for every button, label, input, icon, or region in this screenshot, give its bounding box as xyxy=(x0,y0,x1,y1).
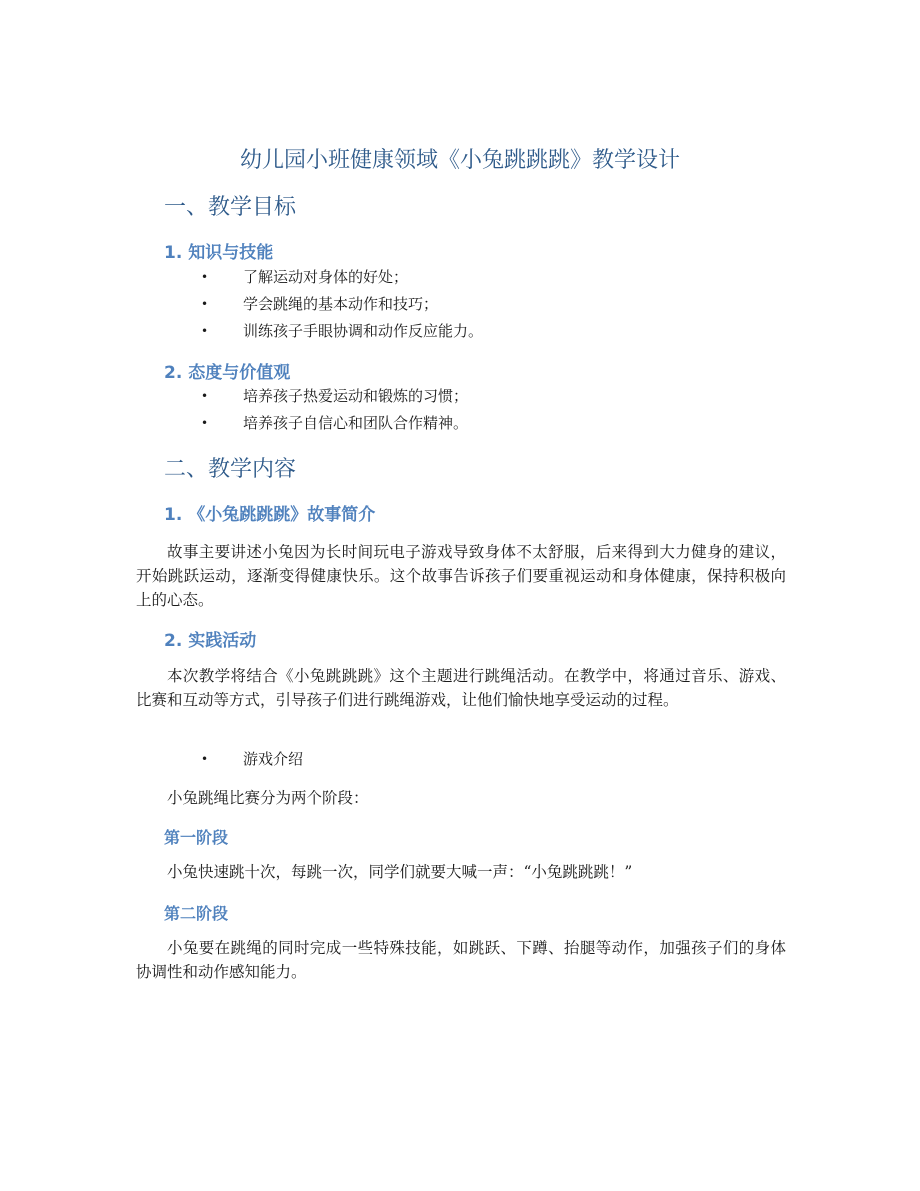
stage1-text: 小兔快速跳十次，每跳一次，同学们就要大喊一声：“小兔跳跳跳！” xyxy=(167,863,633,881)
document-title: 幼儿园小班健康领域《小兔跳跳跳》教学设计 xyxy=(239,148,680,173)
list-item-text: 培养孩子热爱运动和锻炼的习惯； xyxy=(243,387,469,405)
list-item-text: 游戏介绍 xyxy=(243,750,304,768)
section-heading-goals: 一、教学目标 xyxy=(164,195,297,220)
section-heading-content: 二、教学内容 xyxy=(164,457,297,482)
subheading-practice: 2. 实践活动 xyxy=(164,631,257,651)
bullet-icon: • xyxy=(201,752,209,766)
story-paragraph: 故事主要讲述小兔因为长时间玩电子游戏导致身体不太舒服，后来得到大力健身的建议，开始跳跃运动，逐渐变得健康快乐。这个故事告诉孩子们要重视运动和身体健康，保持积极向上的心态。 xyxy=(136,543,786,609)
practice-paragraph: 本次教学将结合《小兔跳跳跳》这个主题进行跳绳活动。在教学中，将通过音乐、游戏、比赛和互动等方式，引导孩子们进行跳绳游戏，让他们愉快地享受运动的过程。 xyxy=(136,667,786,709)
list-item-text: 了解运动对身体的好处； xyxy=(243,268,409,286)
list-item-text: 训练孩子手眼协调和动作反应能力。 xyxy=(243,322,484,340)
list-item-text: 学会跳绳的基本动作和技巧； xyxy=(243,295,439,313)
bullet-icon: • xyxy=(201,297,209,311)
competition-intro: 小兔跳绳比赛分为两个阶段： xyxy=(167,789,369,807)
bullet-icon: • xyxy=(201,270,209,284)
bullet-icon: • xyxy=(201,324,209,338)
list-item-text: 培养孩子自信心和团队合作精神。 xyxy=(243,414,469,432)
bullet-icon: • xyxy=(201,416,209,430)
subheading-story-intro: 1. 《小兔跳跳跳》故事简介 xyxy=(164,505,376,525)
stage2-heading: 第二阶段 xyxy=(164,904,229,923)
stage2-text: 小兔要在跳绳的同时完成一些特殊技能，如跳跃、下蹲、抬腿等动作，加强孩子们的身体协调性和动作感知能力。 xyxy=(136,939,786,981)
subheading-attitude-values: 2. 态度与价值观 xyxy=(164,363,291,383)
stage1-heading: 第一阶段 xyxy=(164,828,229,847)
subheading-knowledge-skills: 1. 知识与技能 xyxy=(164,243,274,263)
bullet-icon: • xyxy=(201,389,209,403)
